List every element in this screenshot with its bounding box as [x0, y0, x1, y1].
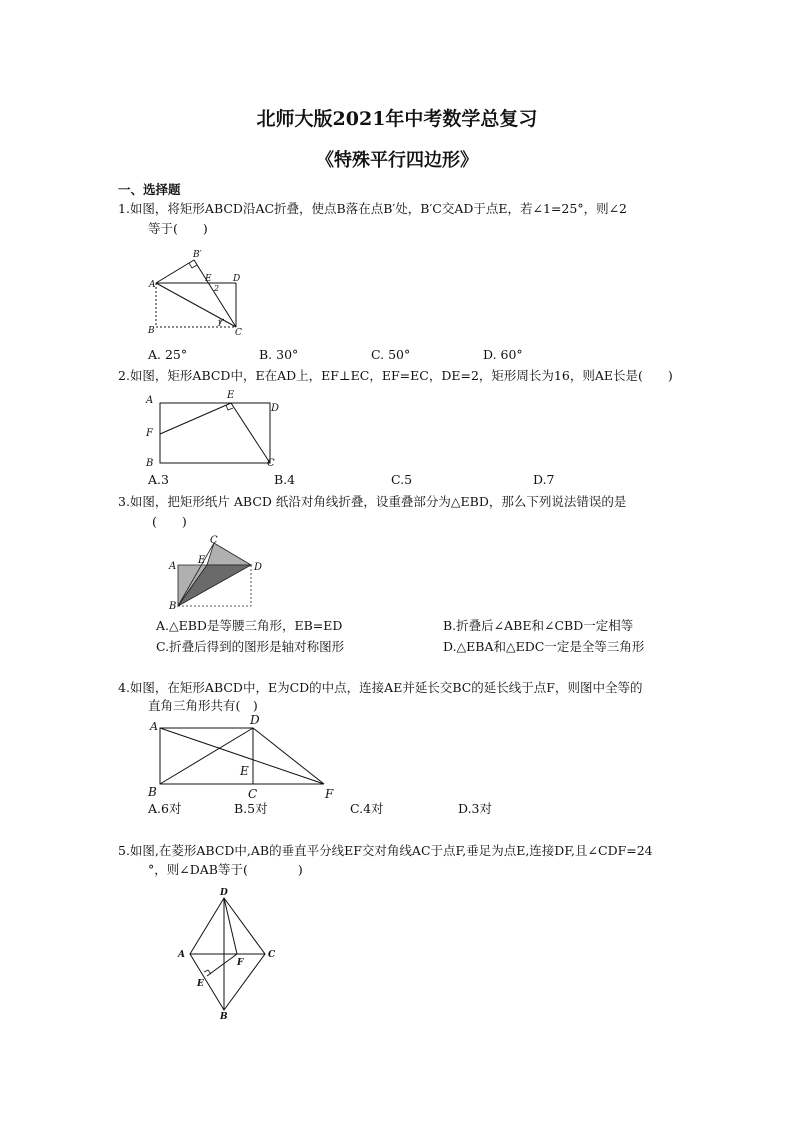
question-5-figure: [170, 886, 280, 1021]
fig4-label-C: C: [248, 787, 258, 801]
fig4-label-A: A: [150, 720, 158, 733]
question-2-figure: [140, 388, 290, 470]
question-2-text: 2.如图，矩形ABCD中，E在AD上，EF⊥EC，EF=EC，DE=2，矩形周长为16，则AE长是( ): [118, 368, 673, 383]
fig3-label-B: B: [169, 601, 177, 612]
question-2-option-b: B.4: [274, 472, 296, 487]
question-1-option-b: B. 30°: [259, 347, 299, 362]
question-3-option-d: D.△EBA和△EDC一定是全等三角形: [443, 639, 645, 654]
fig5-label-C: C: [268, 950, 276, 960]
question-2-option-c: C.5: [391, 472, 413, 487]
question-2-option-d: D.7: [533, 472, 555, 487]
question-5-text-cont: °，则∠DAB等于( ): [148, 862, 303, 877]
fig3-label-C: C: [210, 535, 218, 546]
question-4-option-c: C.4对: [350, 801, 384, 816]
question-3-figure: [165, 534, 270, 614]
fig4-label-D: D: [250, 713, 260, 727]
fig2-label-C: C: [267, 458, 275, 469]
fig1-label-E: E: [205, 274, 212, 284]
fig1-label-D: D: [233, 274, 241, 284]
question-4-option-b: B.5对: [234, 801, 268, 816]
fig1-label-B: B: [148, 326, 155, 336]
fig2-label-D: D: [271, 403, 280, 414]
question-5-text: 5.如图,在菱形ABCD中,AB的垂直平分线EF交对角线AC于点F,垂足为点E,连接DF,且∠CDF=24: [118, 843, 653, 858]
question-1-option-d: D. 60°: [483, 347, 523, 362]
fig5-label-E: E: [197, 979, 204, 989]
fig3-label-A: A: [169, 561, 177, 572]
question-4-text: 4.如图，在矩形ABCD中，E为CD的中点，连接AE并延长交BC的延长线于点F，则图中全等的: [118, 680, 643, 695]
question-1-option-a: A. 25°: [148, 347, 188, 362]
question-3-text-cont: ( ): [152, 514, 187, 529]
fig4-label-B: B: [148, 785, 157, 799]
question-1-figure: [140, 244, 250, 339]
question-2-option-a: A.3: [148, 472, 169, 487]
fig3-label-E: E: [198, 555, 206, 566]
page-subtitle: 《特殊平行四边形》: [316, 150, 478, 171]
fig2-label-A: A: [146, 395, 154, 406]
question-1-text-cont: 等于( ): [148, 221, 208, 236]
fig2-label-F: F: [146, 428, 153, 439]
fig1-label-C: C: [235, 328, 242, 338]
section-heading: 一、选择题: [118, 182, 181, 197]
fig2-label-B: B: [146, 458, 154, 469]
fig5-label-F: F: [237, 958, 244, 968]
question-3-option-b: B.折叠后∠ABE和∠CBD一定相等: [443, 618, 634, 633]
question-1-option-c: C. 50°: [371, 347, 411, 362]
fig3-label-D: D: [254, 562, 263, 573]
question-4-text-cont: 直角三角形共有( ): [148, 698, 258, 713]
question-4-figure: [140, 710, 345, 802]
fig4-label-F: F: [325, 787, 334, 801]
page-title: 北师大版2021年中考数学总复习: [256, 108, 538, 130]
fig5-label-A: A: [178, 950, 185, 960]
question-1-text: 1.如图，将矩形ABCD沿AC折叠，使点B落在点B′处，B′C交AD于点E，若∠1=25°，则∠2: [118, 201, 628, 216]
fig2-label-E: E: [227, 390, 235, 401]
fig4-label-E: E: [240, 764, 249, 778]
question-4-option-d: D.3对: [458, 801, 493, 816]
fig1-label-angle-1: 1: [217, 319, 223, 328]
fig1-label-angle-2: 2: [214, 284, 220, 293]
fig5-label-B: B: [220, 1012, 228, 1021]
question-3-option-c: C.折叠后得到的图形是轴对称图形: [156, 639, 345, 654]
fig5-label-D: D: [220, 888, 228, 898]
fig1-label-Bprime: B′: [193, 250, 202, 260]
question-3-text: 3.如图，把矩形纸片 ABCD 纸沿对角线折叠，设重叠部分为△EBD，那么下列说法错误的是: [118, 494, 627, 509]
question-4-option-a: A.6对: [148, 801, 182, 816]
fig1-label-A: A: [149, 280, 156, 290]
question-3-option-a: A.△EBD是等腰三角形，EB=ED: [156, 618, 343, 633]
